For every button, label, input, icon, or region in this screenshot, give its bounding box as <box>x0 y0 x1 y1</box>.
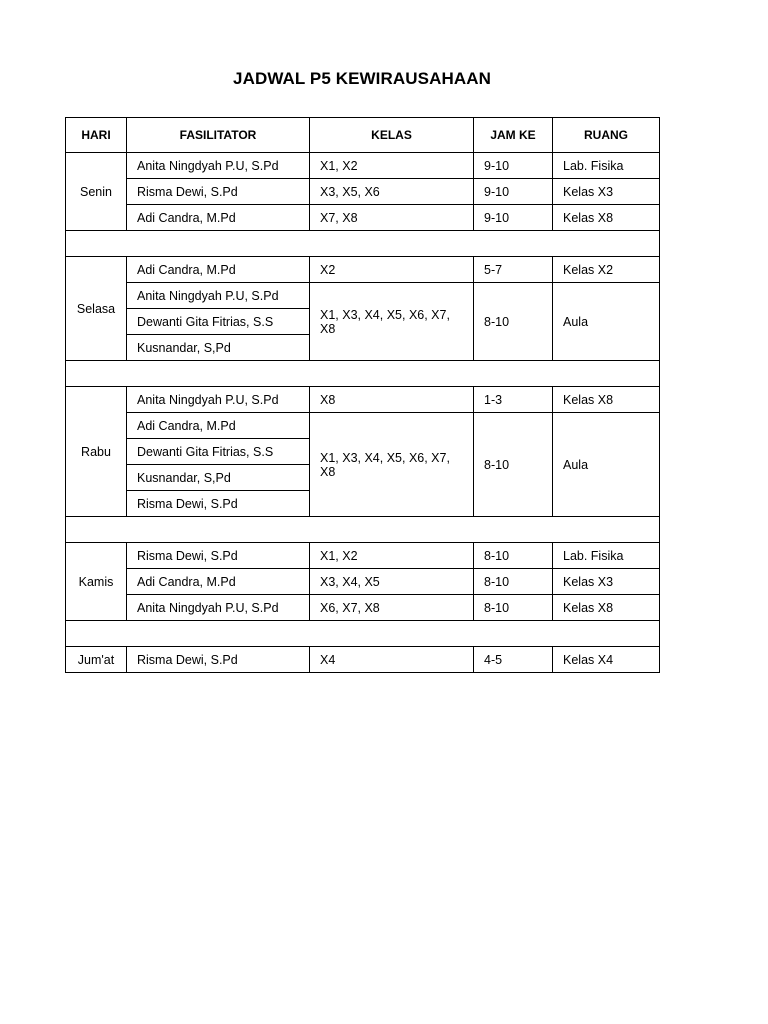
fasilitator-cell: Dewanti Gita Fitrias, S.S <box>127 439 310 465</box>
ruang-cell: Kelas X8 <box>553 387 660 413</box>
fasilitator-cell: Risma Dewi, S.Pd <box>127 543 310 569</box>
ruang-cell: Kelas X8 <box>553 205 660 231</box>
table-row <box>66 595 660 621</box>
table-row <box>66 569 660 595</box>
kelas-cell: X3, X4, X5 <box>310 569 474 595</box>
jam-cell: 9-10 <box>474 179 553 205</box>
fasilitator-cell: Risma Dewi, S.Pd <box>127 179 310 205</box>
spacer-row <box>66 361 660 387</box>
spacer-cell <box>66 231 660 257</box>
day-cell-selasa: Selasa <box>66 257 127 361</box>
ruang-cell: Aula <box>553 283 660 361</box>
header-hari: HARI <box>66 118 127 153</box>
header-jam: JAM KE <box>474 118 553 153</box>
table-row <box>66 283 660 309</box>
jam-cell: 8-10 <box>474 595 553 621</box>
kelas-cell: X7, X8 <box>310 205 474 231</box>
jam-cell: 1-3 <box>474 387 553 413</box>
fasilitator-cell: Anita Ningdyah P.U, S.Pd <box>127 387 310 413</box>
table-row <box>66 179 660 205</box>
ruang-cell: Lab. Fisika <box>553 543 660 569</box>
kelas-cell: X4 <box>310 647 474 673</box>
table-row <box>66 543 660 569</box>
table-row <box>66 647 660 673</box>
header-fasilitator: FASILITATOR <box>127 118 310 153</box>
spacer-row <box>66 517 660 543</box>
table-row <box>66 257 660 283</box>
fasilitator-cell: Anita Ningdyah P.U, S.Pd <box>127 153 310 179</box>
jam-cell: 9-10 <box>474 153 553 179</box>
table-row <box>66 205 660 231</box>
jam-cell: 8-10 <box>474 543 553 569</box>
spacer-row <box>66 621 660 647</box>
table-row <box>66 387 660 413</box>
fasilitator-cell: Adi Candra, M.Pd <box>127 257 310 283</box>
header-ruang: RUANG <box>553 118 660 153</box>
fasilitator-cell: Risma Dewi, S.Pd <box>127 491 310 517</box>
fasilitator-cell: Adi Candra, M.Pd <box>127 205 310 231</box>
kelas-cell: X1, X2 <box>310 543 474 569</box>
kelas-cell: X3, X5, X6 <box>310 179 474 205</box>
header-kelas: KELAS <box>310 118 474 153</box>
jam-cell: 9-10 <box>474 205 553 231</box>
fasilitator-cell: Adi Candra, M.Pd <box>127 569 310 595</box>
ruang-cell: Kelas X4 <box>553 647 660 673</box>
fasilitator-cell: Kusnandar, S,Pd <box>127 335 310 361</box>
table-header-row <box>66 118 660 153</box>
table-row <box>66 153 660 179</box>
fasilitator-cell: Risma Dewi, S.Pd <box>127 647 310 673</box>
jam-cell: 8-10 <box>474 413 553 517</box>
day-cell-rabu: Rabu <box>66 387 127 517</box>
kelas-cell: X1, X3, X4, X5, X6, X7, X8 <box>310 413 474 517</box>
ruang-cell: Kelas X8 <box>553 595 660 621</box>
fasilitator-cell: Adi Candra, M.Pd <box>127 413 310 439</box>
spacer-cell <box>66 517 660 543</box>
schedule-table <box>65 117 660 673</box>
jam-cell: 8-10 <box>474 569 553 595</box>
kelas-cell: X8 <box>310 387 474 413</box>
jam-cell: 4-5 <box>474 647 553 673</box>
spacer-cell <box>66 621 660 647</box>
fasilitator-cell: Dewanti Gita Fitrias, S.S <box>127 309 310 335</box>
ruang-cell: Kelas X3 <box>553 569 660 595</box>
jam-cell: 5-7 <box>474 257 553 283</box>
ruang-cell: Kelas X3 <box>553 179 660 205</box>
ruang-cell: Kelas X2 <box>553 257 660 283</box>
day-cell-jumat: Jum'at <box>66 647 127 673</box>
kelas-cell: X1, X2 <box>310 153 474 179</box>
kelas-cell: X1, X3, X4, X5, X6, X7, X8 <box>310 283 474 361</box>
kelas-cell: X2 <box>310 257 474 283</box>
table-row <box>66 413 660 439</box>
spacer-cell <box>66 361 660 387</box>
jam-cell: 8-10 <box>474 283 553 361</box>
ruang-cell: Lab. Fisika <box>553 153 660 179</box>
spacer-row <box>66 231 660 257</box>
kelas-cell: X6, X7, X8 <box>310 595 474 621</box>
day-cell-kamis: Kamis <box>66 543 127 621</box>
page-title: JADWAL P5 KEWIRAUSAHAAN <box>233 69 491 88</box>
ruang-cell: Aula <box>553 413 660 517</box>
fasilitator-cell: Anita Ningdyah P.U, S.Pd <box>127 283 310 309</box>
fasilitator-cell: Kusnandar, S,Pd <box>127 465 310 491</box>
day-cell-senin: Senin <box>66 153 127 231</box>
fasilitator-cell: Anita Ningdyah P.U, S.Pd <box>127 595 310 621</box>
